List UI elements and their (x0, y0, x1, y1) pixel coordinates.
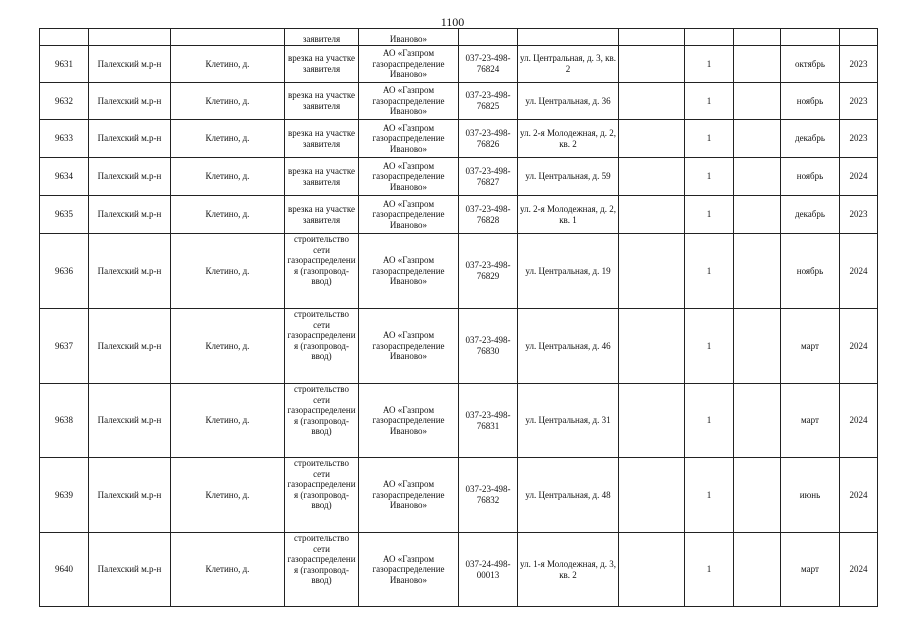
cell-month: март (781, 384, 840, 458)
cell-address: ул. Центральная, д. 3, кв. 2 (518, 46, 619, 83)
cell-number: 9633 (40, 120, 89, 158)
cell-org-partial: Иваново» (359, 29, 459, 46)
cell-district: Палехский м.р-н (89, 46, 171, 83)
cell-quantity: 1 (685, 158, 734, 196)
cell-address: ул. Центральная, д. 31 (518, 384, 619, 458)
cell-address: ул. Центральная, д. 36 (518, 83, 619, 120)
cell-month: ноябрь (781, 234, 840, 309)
cell-year: 2024 (840, 309, 878, 384)
cell-empty (619, 384, 685, 458)
cell-organization: АО «Газпром газораспределение Иваново» (359, 120, 459, 158)
cell-work-type: строительство сети газораспределения (газопровод-ввод) (285, 384, 359, 458)
cell-number: 9640 (40, 533, 89, 607)
cell-work-type: строительство сети газораспределения (газопровод-ввод) (285, 533, 359, 607)
cell-empty (734, 83, 781, 120)
cell-empty (840, 29, 878, 46)
cell-quantity: 1 (685, 196, 734, 234)
cell-empty (734, 196, 781, 234)
table-row (40, 309, 878, 384)
cell-month: июнь (781, 458, 840, 533)
cell-organization: АО «Газпром газораспределение Иваново» (359, 83, 459, 120)
cell-empty (40, 29, 89, 46)
page-number: 1100 (440, 15, 465, 29)
cell-empty (734, 458, 781, 533)
cell-empty (619, 533, 685, 607)
cell-empty (459, 29, 518, 46)
cell-empty (89, 29, 171, 46)
cell-work-type: врезка на участке заявителя (285, 158, 359, 196)
cell-empty (734, 46, 781, 83)
cell-empty (619, 158, 685, 196)
cell-empty (619, 46, 685, 83)
cell-district: Палехский м.р-н (89, 384, 171, 458)
cell-number: 9632 (40, 83, 89, 120)
table-row (40, 158, 878, 196)
cell-empty (619, 458, 685, 533)
cell-month: октябрь (781, 46, 840, 83)
cell-year: 2024 (840, 158, 878, 196)
cell-empty (619, 234, 685, 309)
cell-locality: Клетино, д. (171, 533, 285, 607)
cell-work-type: врезка на участке заявителя (285, 83, 359, 120)
cell-number: 9635 (40, 196, 89, 234)
cell-code: 037-23-498-76825 (459, 83, 518, 120)
cell-address: ул. Центральная, д. 19 (518, 234, 619, 309)
cell-empty (734, 29, 781, 46)
cell-number: 9638 (40, 384, 89, 458)
cell-year: 2023 (840, 83, 878, 120)
cell-empty (619, 196, 685, 234)
cell-district: Палехский м.р-н (89, 458, 171, 533)
cell-quantity: 1 (685, 533, 734, 607)
cell-district: Палехский м.р-н (89, 120, 171, 158)
table-row (40, 458, 878, 533)
table-row (40, 120, 878, 158)
gasification-table (39, 28, 878, 607)
cell-year: 2024 (840, 384, 878, 458)
cell-work-type: строительство сети газораспределения (газопровод-ввод) (285, 234, 359, 309)
cell-number: 9636 (40, 234, 89, 309)
cell-year: 2023 (840, 46, 878, 83)
cell-organization: АО «Газпром газораспределение Иваново» (359, 309, 459, 384)
cell-organization: АО «Газпром газораспределение Иваново» (359, 458, 459, 533)
cell-work-type: врезка на участке заявителя (285, 196, 359, 234)
cell-year: 2024 (840, 458, 878, 533)
cell-month: декабрь (781, 196, 840, 234)
cell-empty (685, 29, 734, 46)
cell-month: март (781, 533, 840, 607)
cell-quantity: 1 (685, 120, 734, 158)
cell-empty (734, 384, 781, 458)
cell-address: ул. Центральная, д. 59 (518, 158, 619, 196)
cell-empty (171, 29, 285, 46)
cell-number: 9639 (40, 458, 89, 533)
partial-row (40, 29, 878, 46)
cell-code: 037-23-498-76826 (459, 120, 518, 158)
cell-empty (734, 533, 781, 607)
cell-work-partial: заявителя (285, 29, 359, 46)
cell-year: 2024 (840, 234, 878, 309)
cell-empty (619, 83, 685, 120)
cell-month: ноябрь (781, 158, 840, 196)
cell-empty (619, 29, 685, 46)
cell-organization: АО «Газпром газораспределение Иваново» (359, 533, 459, 607)
cell-month: декабрь (781, 120, 840, 158)
cell-address: ул. Центральная, д. 46 (518, 309, 619, 384)
cell-district: Палехский м.р-н (89, 196, 171, 234)
cell-empty (734, 309, 781, 384)
table-row (40, 83, 878, 120)
cell-locality: Клетино, д. (171, 196, 285, 234)
cell-organization: АО «Газпром газораспределение Иваново» (359, 46, 459, 83)
cell-organization: АО «Газпром газораспределение Иваново» (359, 196, 459, 234)
cell-code: 037-23-498-76829 (459, 234, 518, 309)
cell-empty (619, 120, 685, 158)
cell-year: 2024 (840, 533, 878, 607)
cell-district: Палехский м.р-н (89, 533, 171, 607)
cell-quantity: 1 (685, 46, 734, 83)
cell-locality: Клетино, д. (171, 384, 285, 458)
table-row (40, 234, 878, 309)
cell-district: Палехский м.р-н (89, 158, 171, 196)
table-row (40, 46, 878, 83)
cell-locality: Клетино, д. (171, 83, 285, 120)
cell-number: 9637 (40, 309, 89, 384)
table-row (40, 196, 878, 234)
cell-empty (518, 29, 619, 46)
cell-code: 037-24-498-00013 (459, 533, 518, 607)
cell-empty (619, 309, 685, 384)
cell-month: март (781, 309, 840, 384)
cell-work-type: врезка на участке заявителя (285, 46, 359, 83)
cell-work-type: врезка на участке заявителя (285, 120, 359, 158)
cell-district: Палехский м.р-н (89, 309, 171, 384)
cell-quantity: 1 (685, 83, 734, 120)
cell-locality: Клетино, д. (171, 158, 285, 196)
cell-quantity: 1 (685, 309, 734, 384)
cell-code: 037-23-498-76828 (459, 196, 518, 234)
cell-code: 037-23-498-76827 (459, 158, 518, 196)
cell-number: 9631 (40, 46, 89, 83)
cell-district: Палехский м.р-н (89, 234, 171, 309)
cell-code: 037-23-498-76832 (459, 458, 518, 533)
cell-organization: АО «Газпром газораспределение Иваново» (359, 234, 459, 309)
cell-address: ул. 1-я Молодежная, д. 3, кв. 2 (518, 533, 619, 607)
cell-year: 2023 (840, 196, 878, 234)
cell-month: ноябрь (781, 83, 840, 120)
cell-quantity: 1 (685, 458, 734, 533)
cell-empty (781, 29, 840, 46)
cell-address: ул. 2-я Молодежная, д. 2, кв. 1 (518, 196, 619, 234)
cell-locality: Клетино, д. (171, 234, 285, 309)
cell-empty (734, 158, 781, 196)
cell-quantity: 1 (685, 384, 734, 458)
cell-empty (734, 120, 781, 158)
cell-locality: Клетино, д. (171, 458, 285, 533)
table-row (40, 384, 878, 458)
cell-number: 9634 (40, 158, 89, 196)
cell-address: ул. Центральная, д. 48 (518, 458, 619, 533)
cell-year: 2023 (840, 120, 878, 158)
cell-district: Палехский м.р-н (89, 83, 171, 120)
cell-organization: АО «Газпром газораспределение Иваново» (359, 158, 459, 196)
cell-work-type: строительство сети газораспределения (газопровод-ввод) (285, 458, 359, 533)
cell-locality: Клетино, д. (171, 46, 285, 83)
cell-work-type: строительство сети газораспределения (газопровод-ввод) (285, 309, 359, 384)
cell-code: 037-23-498-76831 (459, 384, 518, 458)
cell-locality: Клетино, д. (171, 309, 285, 384)
cell-quantity: 1 (685, 234, 734, 309)
cell-code: 037-23-498-76824 (459, 46, 518, 83)
cell-organization: АО «Газпром газораспределение Иваново» (359, 384, 459, 458)
cell-empty (734, 234, 781, 309)
cell-locality: Клетино, д. (171, 120, 285, 158)
table-body (40, 29, 878, 607)
table-row (40, 533, 878, 607)
cell-code: 037-23-498-76830 (459, 309, 518, 384)
cell-address: ул. 2-я Молодежная, д. 2, кв. 2 (518, 120, 619, 158)
